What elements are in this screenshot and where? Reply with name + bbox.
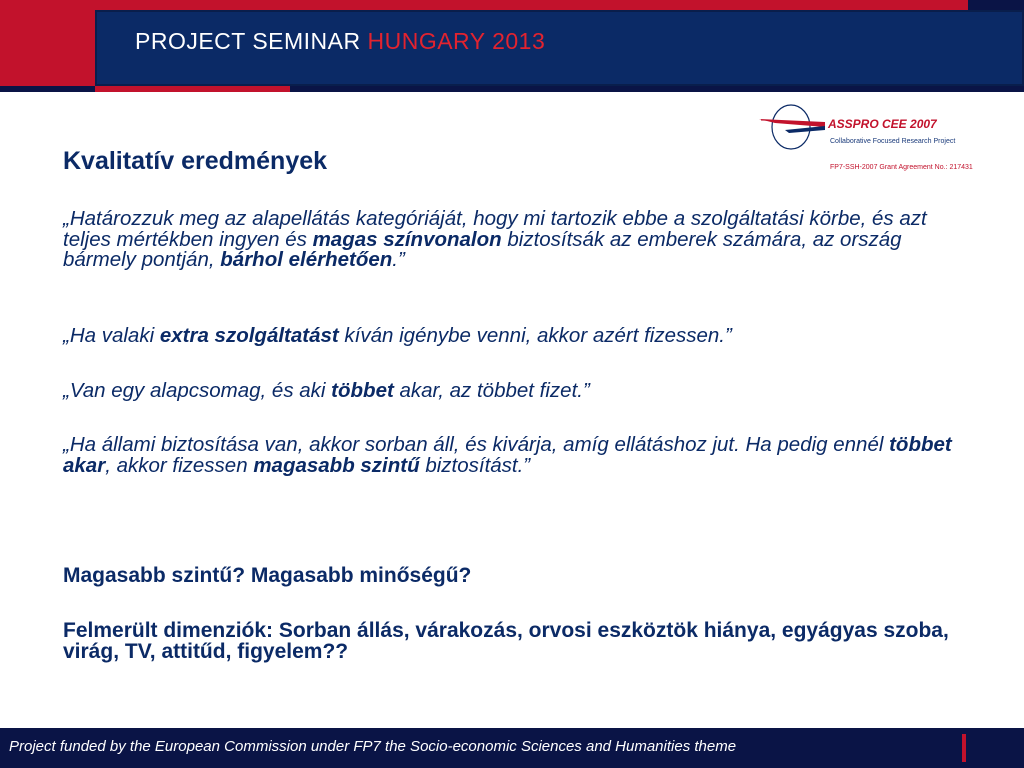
quote-4 (63, 435, 963, 476)
quote-4-text-2: , akkor fizessen (105, 453, 254, 477)
logo-title: ASSPRO CEE 2007 (828, 117, 937, 131)
quote-2 (63, 326, 963, 347)
quote-2-text-1: „Ha valaki (63, 324, 160, 347)
quote-1-text-3: .” (392, 248, 405, 271)
quote-3-bold-1: többet (331, 379, 394, 402)
quote-3-text-2: akar, az többet fizet.” (393, 379, 590, 402)
footer-text: Project funded by the European Commission under FP7 the Socio-economic Sciences and Humanities theme (9, 738, 737, 755)
logo-subtitle: Collaborative Focused Research Project (830, 138, 956, 145)
asspro-logo (755, 100, 1005, 180)
logo-grant-number: FP7-SSH-2007 Grant Agreement No.: 217431 (830, 164, 973, 171)
slide-heading: Kvalitatív eredmények (63, 147, 328, 175)
header-top-strip (0, 0, 1024, 10)
quote-3-text-1: „Van egy alapcsomag, és aki (63, 379, 332, 402)
slide-title-main: PROJECT SEMINAR (135, 28, 368, 54)
slide-footer (0, 728, 1024, 768)
quote-3 (63, 381, 963, 402)
header-bottom-strip-red (95, 86, 290, 92)
quote-1 (63, 209, 963, 271)
quote-1-text-2: biztosítsák az emberek számára, az ország bármely pontján, (63, 227, 902, 271)
dimensions-text: Felmerült dimenziók: Sorban állás, várakozás, orvosi eszköztök hiánya, egyágyas szoba, virág, TV, attitűd, figyelem?? (63, 619, 949, 663)
quote-4-bold-1: többet akar (63, 433, 952, 477)
quote-2-bold-1: extra szolgáltatást (159, 324, 339, 347)
footer-red-bar (962, 734, 966, 762)
slide-title (135, 28, 545, 55)
quote-1-text-1: „Határozzuk meg az alapellátás kategóriáját, hogy mi tartozik ebbe a szolgáltatási körbe, és azt teljes mértékben ingyen és (63, 207, 927, 251)
slide-title-accent: HUNGARY 2013 (367, 28, 546, 54)
slide-header (0, 0, 1024, 92)
question-text: Magasabb szintű? Magasabb minőségű? (63, 564, 472, 587)
quote-4-text-3: biztosítást.” (419, 453, 531, 477)
asspro-logo-icon (755, 100, 827, 160)
quote-1-bold-2: bárhol elérhetően (220, 248, 393, 271)
quote-2-text-2: kíván igénybe venni, akkor azért fizessen.” (338, 324, 732, 347)
quote-1-bold-1: magas színvonalon (312, 227, 502, 251)
quote-4-text-1: „Ha állami biztosítása van, akkor sorban áll, és kivárja, amíg ellátáshoz jut. Ha pedig ennél (63, 433, 890, 456)
header-top-strip-right (968, 0, 1024, 10)
quote-4-bold-2: magasabb szintű (253, 453, 420, 477)
header-red-block (0, 0, 95, 92)
